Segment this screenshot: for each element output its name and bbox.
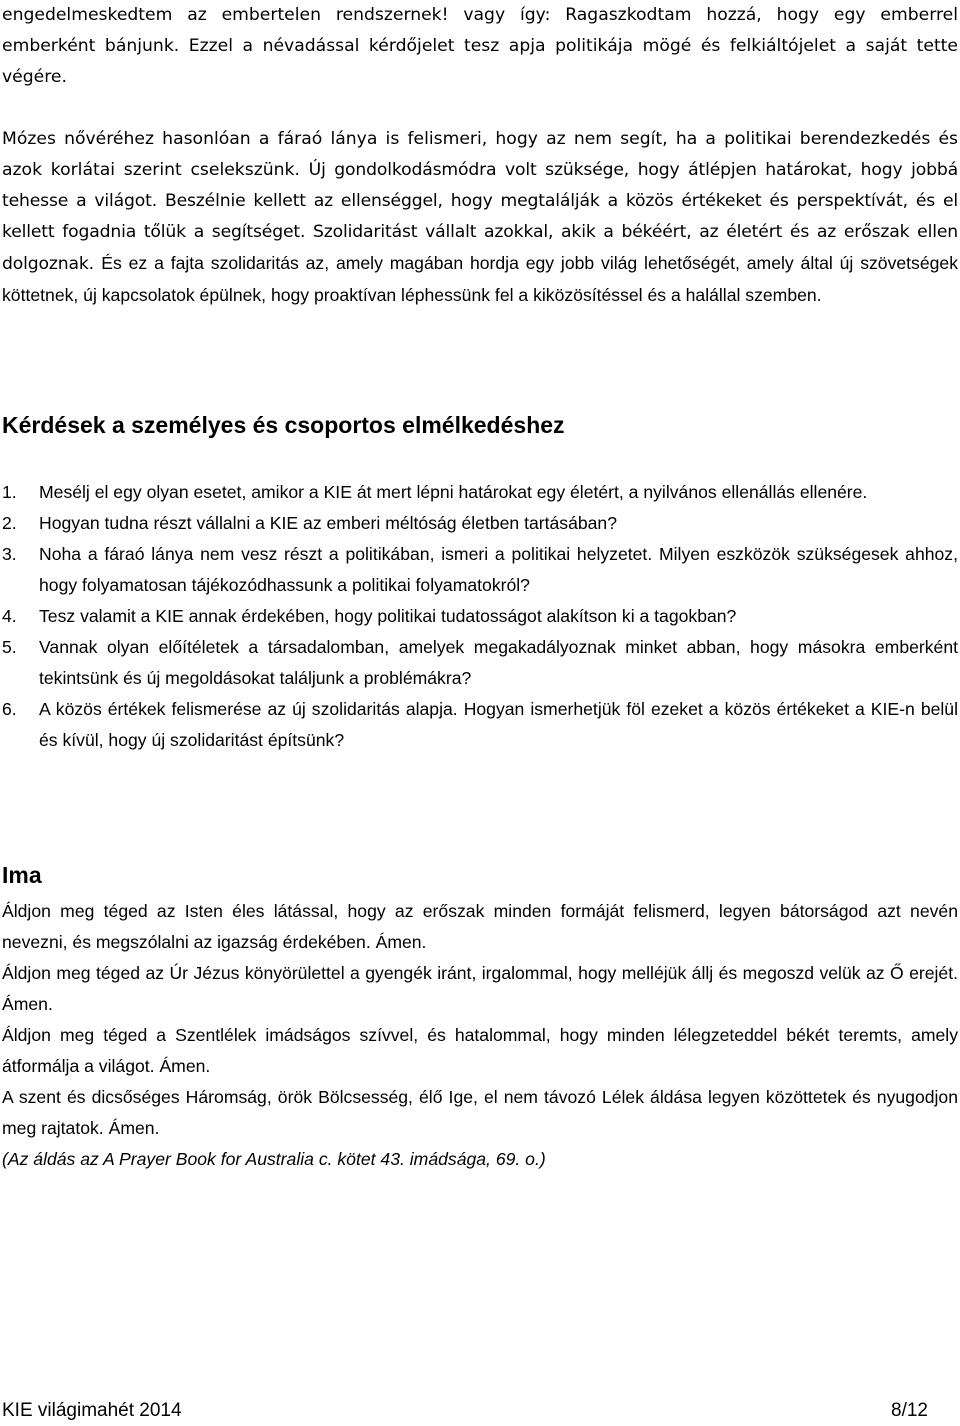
moses-paragraph [2,124,958,311]
prayer-paragraph: Áldjon meg téged az Úr Jézus könyörülettel a gyengék iránt, irgalommal, hogy melléjük állj és megoszd velük az Ő erejét. Ámen. [2,963,958,1014]
prayer-body [2,896,958,1175]
question-number: 2. [2,513,17,533]
question-item [2,477,958,508]
paragraph-text-part-3: És ez a fajta szolidaritás az, amely magában hordja egy jobb világ lehetőségét, amely által új szövetségek köttetnek, új kapcsolatok épülnek, hogy proaktívan léphessünk fel a kiközösítéssel és a halállal szemben. [2,253,958,305]
questions-section [2,410,958,440]
prayer-heading: Ima [2,862,42,888]
question-text: Noha a fáraó lánya nem vesz részt a politikában, ismeri a politikai helyzetet. Milyen eszközök szükségesek ahhoz, hogy folyamatosan tájékozódhassunk a politikai folyamatokról? [39,544,958,595]
prayer-paragraph: Áldjon meg téged a Szentlélek imádságos szívvel, és hatalommal, hogy minden lélegzeteddel békét teremts, amely átformálja a világot. Ámen. [2,1025,958,1076]
question-item [2,508,958,539]
question-number: 1. [2,482,17,502]
paragraph-text-part-2: Új gondolkodásmódra volt szüksége, hogy átlépjen határokat, hogy jobbá tehesse a világot. Beszélnie kellett az ellenséggel, hogy megtalálják a közös értékeket és perspektívát, és el kellett fogadnia tőlük a segítséget. Szolidaritást vállalt azokkal, akik a békéért, az életért és az erőszak ellen dolgoznak. [2,160,959,274]
question-item [2,539,958,601]
prayer-paragraph: A szent és dicsőséges Háromság, örök Bölcsesség, élő Ige, el nem távozó Lélek áldása legyen közöttetek és nyugodjon meg rajtatok. Ámen. [2,1087,958,1138]
question-number: 4. [2,606,17,626]
paragraph-text-part-1: Mózes nővéréhez hasonlóan a fáraó lánya is felismeri, hogy az nem segít, ha a politikai berendezkedés és azok korlátai szerint cselekszünk. [2,129,958,180]
paragraph-text: engedelmeskedtem az embertelen rendszernek! vagy így: Ragaszkodtam hozzá, hogy egy emberrel emberként bánjunk. Ezzel a névadással kérdőjelet tesz apja politikája mögé és felkiáltójelet a saját tette végére. [2,5,958,87]
question-number: 5. [2,637,17,657]
questions-list-wrapper [2,477,958,756]
question-text: A közös értékek felismerése az új szolidaritás alapja. Hogyan ismerhetjük föl ezeket a közös értékeket a KIE-n belül és kívül, hogy új szolidaritást építsünk? [39,699,958,750]
question-item [2,632,958,694]
question-text: Hogyan tudna részt vállalni a KIE az emberi méltóság életben tartásában? [39,513,617,533]
page-number: 8/12 [891,1400,928,1421]
questions-list [2,477,958,756]
intro-paragraph [2,0,958,93]
question-text: Vannak olyan előítéletek a társadalomban, amelyek megakadályoznak minket abban, hogy másokra emberként tekintsünk és új megoldásokat találjunk a problémákra? [39,637,958,688]
prayer-section [2,860,958,890]
question-item [2,601,958,632]
question-text: Tesz valamit a KIE annak érdekében, hogy politikai tudatosságot alakítson ki a tagokban? [39,606,737,626]
question-item [2,694,958,756]
question-text: Mesélj el egy olyan esetet, amikor a KIE át mert lépni határokat egy életért, a nyilvános ellenállás ellenére. [39,482,868,502]
source-note: (Az áldás az A Prayer Book for Australia c. kötet 43. imádsága, 69. o.) [2,1149,546,1169]
prayer-paragraphs [2,896,958,1144]
footer-title: KIE világimahét 2014 [2,1400,182,1421]
prayer-paragraph: Áldjon meg téged az Isten éles látással, hogy az erőszak minden formáját felismerd, legyen bátorságod azt nevén nevezni, és megszólalni az igazság érdekében. Ámen. [2,901,958,952]
questions-heading: Kérdések a személyes és csoportos elmélkedéshez [2,412,565,438]
question-number: 6. [2,699,17,719]
question-number: 3. [2,544,17,564]
